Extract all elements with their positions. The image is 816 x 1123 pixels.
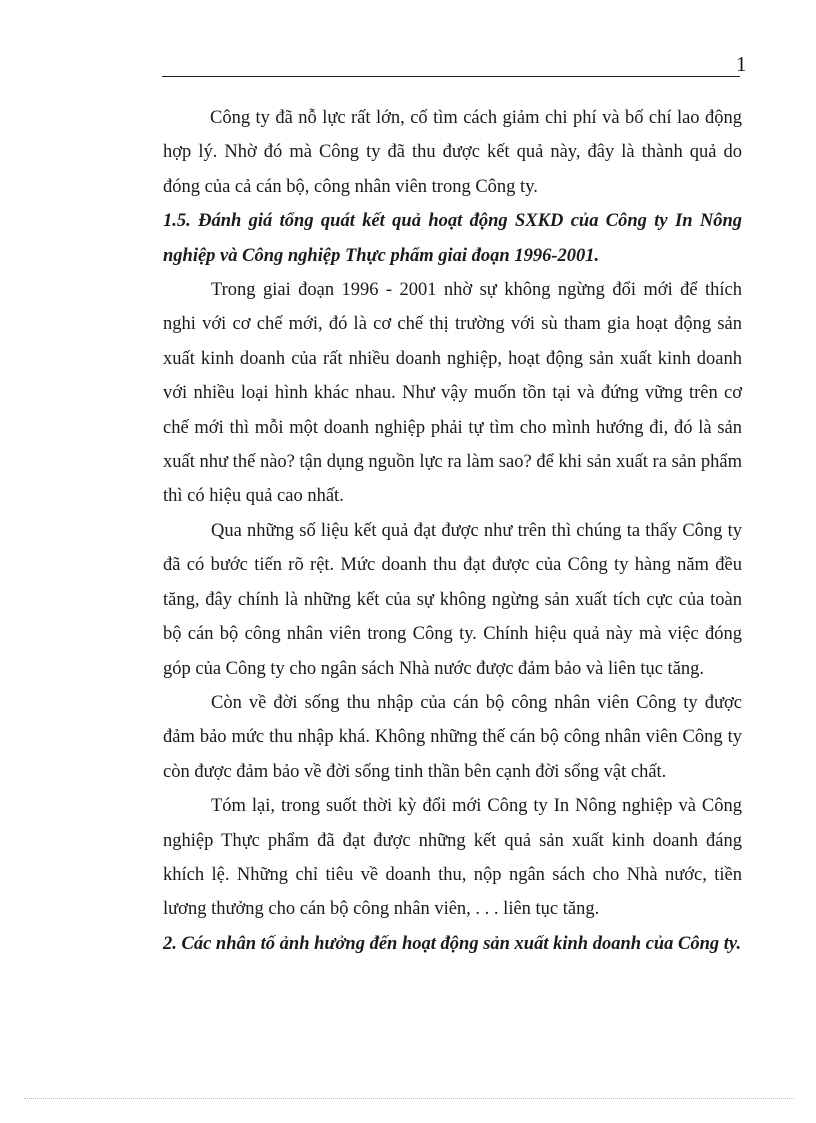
page-number: 1 (736, 52, 747, 76)
paragraph-5: Tóm lại, trong suốt thời kỳ đổi mới Công ty In Nông nghiệp và Công nghiệp Thực phẩm đã đạt được những kết quả sản xuất kinh doanh đáng khích lệ. Những chỉ tiêu về doanh thu, nộp ngân sách cho Nhà nước, tiền lương thưởng cho cán bộ công nhân viên, . . . liên tục tăng. (163, 796, 742, 920)
paragraph-1: Công ty đã nỗ lực rất lớn, cố tìm cách giảm chi phí và bố chí lao động hợp lý. Nhờ đó mà Công ty đã thu được kết quả này, đây là thành quả do đóng của cả cán bộ, công nhân viên trong Công ty. (163, 108, 742, 197)
section-heading-2: 2. Các nhân tố ảnh hưởng đến hoạt động sản xuất kinh doanh của Công ty. (163, 933, 742, 954)
header-rule (162, 76, 740, 77)
document-body (163, 101, 742, 961)
page-bottom-rule (24, 1098, 794, 1099)
paragraph-2: Trong giai đoạn 1996 - 2001 nhờ sự không ngừng đổi mới để thích nghi với cơ chế mới, đó là cơ chế thị trường với sù tham gia hoạt động sản xuất kinh doanh của rất nhiều doanh nghiệp, hoạt động sản xuất kinh doanh với nhiều loại hình khác nhau. Như vậy muốn tồn tại và đứng vững trên cơ chế mới thì mỗi một doanh nghiệp phải tự tìm cho mình hướng đi, đó là sản xuất như thế nào? tận dụng nguồn lực ra làm sao? để khi sản xuất ra sản phẩm thì có hiệu quả cao nhất. (163, 280, 742, 507)
paragraph-3: Qua những số liệu kết quả đạt được như trên thì chúng ta thấy Công ty đã có bước tiến rõ rệt. Mức doanh thu đạt được của Công ty hàng năm đều tăng, đây chính là những kết của sự không ngừng sản xuất tích cực của toàn bộ cán bộ công nhân viên trong Công ty. Chính hiệu quả này mà việc đóng góp của Công ty cho ngân sách Nhà nước được đảm bảo và liên tục tăng. (163, 520, 742, 679)
paragraph-4: Còn về đời sống thu nhập của cán bộ công nhân viên Công ty được đảm bảo mức thu nhập khá. Không những thế cán bộ công nhân viên Công ty còn được đảm bảo về đời sống tinh thần bên cạnh đời sống vật chất. (163, 692, 742, 782)
section-heading-1-5: 1.5. Đánh giá tổng quát kết quả hoạt động SXKD của Công ty In Nông nghiệp và Công nghiệp Thực phẩm giai đoạn 1996-2001. (163, 211, 742, 266)
